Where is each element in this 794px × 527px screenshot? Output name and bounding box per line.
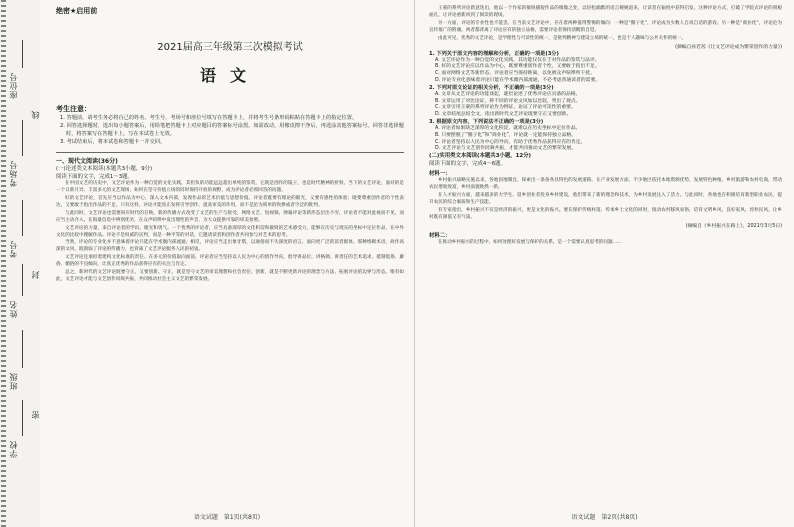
answer-option: D. 文章结尾总结全文，指出新时代文艺评论既要守正又要创新。 (435, 112, 572, 118)
passage-paragraph: 在推动乡村振兴的过程中，如何处理好发展与保护的关系，是一个需要认真思考的问题…… (438, 239, 622, 245)
exam-room-label: 考场号 (9, 160, 18, 187)
passage-paragraph: 有专家指出，乡村振兴不仅是经济的振兴，更是文化的振兴。要在保护传统村落、传承乡土文化的同时，推动农村移风易俗，培育文明乡风、良好家风、淳朴民风，让乡村既有颜值又有气质。 (429, 207, 782, 220)
subsection-heading: (一)论述类文本阅读(本题共3小题，9分) (56, 166, 153, 172)
binding-edge-pattern (1, 0, 6, 527)
exam-title: 2021届高三年级第三次模拟考试 (157, 42, 303, 53)
question-stem: 2. 下列对原文论证的相关分析，不正确的一项是(3分) (429, 84, 554, 91)
confidential-mark: 绝密★启用前 (56, 7, 98, 15)
answer-option: A. 文艺评论作为一种自觉的文化实践，其功能仅仅在于对作品的鉴赏与品评。 (435, 57, 600, 63)
answer-option: B. 只要摆脱了“圈子化”和“商业化”，评论就一定能保持独立品格。 (435, 132, 577, 138)
passage-paragraph: 在中国文艺的历史中，文艺评论作为一种自觉的文化实践，其担负的功能远远超出单纯的鉴赏，它既是创作的镜子，也是时代精神的折射。当下的文艺评论，面对的是一个日新月异、丰富多元的文艺现场，如何在坚守价值立场的同时保持开放的视野，成为评论者必须回答的问题。 (56, 181, 404, 194)
seat-number-label: 座位号 (9, 72, 18, 99)
material-heading: 材料一： (429, 171, 451, 178)
school-label: 学校 (9, 440, 18, 458)
class-line (22, 330, 23, 368)
section-heading: 一、现代文阅读(36分) (56, 158, 118, 165)
seal-char-3: 密 (31, 410, 40, 419)
subject-title: 语文 (199, 66, 260, 85)
name-label: 姓名 (9, 300, 18, 318)
note-item: 1. 答题前，请考生务必将自己的姓名、考生号、考场号和座位号填写在答题卡上，并将考生号条形码粘贴在答题卡上的指定位置。 (60, 115, 358, 121)
passage-paragraph: 当然，评论的专业化并不意味着评论只能在学术圈内部流通。相反，评论应当走出象牙塔，以通俗而不失深度的语言，面向更广泛的读者群体。那种堆砌术语、故作高深的文风，既削弱了评论的传播力，也背离了文艺评论服务人民的初衷。 (56, 240, 404, 253)
section-instruction: 阅读下面的文字，完成1～3题。 (56, 173, 133, 180)
passage-paragraph: 总之，新时代的文艺评论既要守正，又要创新。守正，就是坚守文艺的审美理想和社会责任；创新，就是不断更新评论的理念与方法，拓展评论的边界与形态。唯有如此，文艺评论才能与文艺创作同频共振，共同推动社会主义文艺的繁荣发展。 (56, 270, 404, 282)
material-heading: 材料二： (429, 232, 451, 239)
page-footer: 语文试题 第1页(共8页) (193, 514, 261, 521)
binding-margin (0, 0, 41, 527)
section-instruction: 阅读下面的文字，完成4～6题。 (429, 160, 506, 167)
passage-paragraph: 文艺评论的力量，来自评论者的学识、眼光和勇气。一个优秀的评论者，应当具备深厚的文化积淀和敏锐的艺术感受力，能够在历史与现实的坐标中定位作品，在中外文化的比较中理解作品。评论不是权威的宣判，而是一种平等的对话，它邀请读者和创作者共同参与对艺术的思考。 (56, 225, 404, 238)
exam-room-line (22, 120, 23, 156)
divider (56, 152, 404, 153)
passage-paragraph: 在人才振兴方面，越来越多的大学生、返乡创业者投身乡村建设，他们带来了新的理念和技术，为乡村发展注入了活力。与此同时，各地也在积极培育新型职业农民，提升农民的综合素质和生产技能。 (429, 193, 782, 205)
answer-option: C. 文章引用王蒙的系列评论作为例证，论证了评论可读性的重要。 (435, 105, 576, 111)
answer-option: D. 文艺评论与文艺创作同频共振，才能共同推动文艺的繁荣发展。 (435, 146, 577, 152)
source-citation: (摘编自《乡村振兴在路上》，2021年3月5日) (685, 223, 782, 229)
answer-option: C. 评论者坚持以人民为中心的导向，有助于优秀作品获得应有的肯定。 (435, 139, 586, 145)
source-citation: (摘编自孙若茜《让文艺评论成为繁荣创作的力量》) (675, 44, 782, 50)
page-footer: 语文试题 第2页(共8页) (571, 514, 638, 521)
question-stem: 1. 下列关于原文内容的理解和分析，正确的一项是(3分) (429, 50, 559, 57)
passage-paragraph: 与此同时，文艺评论也需要回应时代的召唤。新的传播方式改变了文艺的生产与接受，网络文艺、短视频、弹幕评论等新形态层出不穷，评论者不能对此视而不见，而应当主动介入，在海量信息中辨别优劣，在众声喧哗中发出理性的声音，为大众提供可靠的审美参照。 (56, 210, 404, 223)
note-item: 3. 考试结束后，将本试卷和答题卡一并交回。 (60, 139, 166, 145)
exam-number-label: 考号 (9, 240, 18, 258)
answer-option: B. 文章运用了对比论证，将不同的评论文风加以比较，突出了观点。 (435, 98, 581, 104)
answer-option: B. 好的文艺评论应以作品为中心，既要尊重创作者个性，又要敢于指出不足。 (435, 64, 600, 70)
answer-option: A. 评论者如果缺乏深厚的文化积淀，就难以在历史坐标中定位作品。 (435, 125, 581, 131)
exam-number-line (22, 200, 23, 236)
page-1 (40, 0, 414, 527)
passage-paragraph: 乡村振兴战略实施以来，各地因地制宜，探索出一条条各具特色的发展道路。在产业发展方面，不少地区依托本地资源优势，发展特色种植、乡村旅游和农村电商，带动农民增收致富，乡村面貌焕然一新。 (429, 178, 782, 191)
question-stem: 3. 根据原文内容，下列说法不正确的一项是(3分) (429, 118, 544, 125)
school-line (22, 400, 23, 436)
answer-option: C. 面对网络文艺等新形态，评论者应当保持距离，以免被众声喧哗所干扰。 (435, 71, 595, 77)
seal-char-2: 封 (31, 270, 40, 279)
class-label: 班级 (9, 372, 18, 390)
passage-paragraph: 好的文艺评论，首先应当以作品为中心，深入文本内部，发现作品的艺术价值与思想价值。评论者既要有理论的眼光，又要有感性的体验；既要尊重创作者的个性表达，又要敢于指出作品的不足。只有这样，评论才能真正发挥引导创作、提高审美的作用，而不是沦为简单的吹捧或者空泛的批判。 (56, 196, 404, 208)
passage-paragraph: 文艺评论还承担着建构文化标准的责任。在多元的价值取向面前，评论者应当坚持以人民为中心的创作导向，倡导讲品位、讲格调、讲责任的艺术追求，抵制低俗、庸俗、媚俗的不良倾向，让真正优秀的作品获得应有的关注与肯定。 (56, 255, 404, 268)
name-line (22, 264, 23, 296)
answer-option: D. 评论专业化意味着评论只能在学术圈内部流通，不必考虑普通读者的需要。 (435, 77, 601, 83)
page-2 (414, 0, 794, 527)
notes-heading: 考生注意： (56, 105, 91, 113)
passage-paragraph: 另一方面，评论的专业性也不能丢。在当前文艺评论中，存在着两种值得警惕的倾向：一种是“圈子化”，评论成为少数人自说自话的游戏；另一种是“商业化”，评论沦为宣传推广的附庸。两者都背离了评论应有的独立品格，需要评论者保持清醒的自觉。 (429, 20, 782, 33)
answer-option: A. 文章从文艺评论的功能谈起，逐层论述了优秀评论应具备的品格。 (435, 91, 581, 97)
passage-paragraph: 由此可见，优秀的文艺评论，是学理性与可读性的统一，是批判精神与建设立场的统一，也是个人趣味与公共关怀的统一。 (438, 35, 687, 41)
seal-char-1: 线 (31, 110, 40, 119)
passage-paragraph: 王蒙的系列评论新意迭出，他以一个作家的敏锐捕捉作品的细微之处，以轻松幽默的语言娓娓道来，让读者在愉悦中获得启发。这种评论方式，打破了学院式评论的刻板面孔，让评论重新回到了阅读的现场。 (429, 6, 782, 18)
subsection-heading: (二)实用类文本阅读(本题共3小题，12分) (429, 153, 531, 160)
note-item: 2. 回答选择题时，选出每小题答案后，用铅笔把答题卡上对应题目的答案标号涂黑。如需改动，用橡皮擦干净后，再选涂其他答案标号。回答非选择题时，将答案写在答题卡上。写在本试卷上无效。 (60, 123, 404, 137)
seat-number-line (22, 40, 23, 68)
